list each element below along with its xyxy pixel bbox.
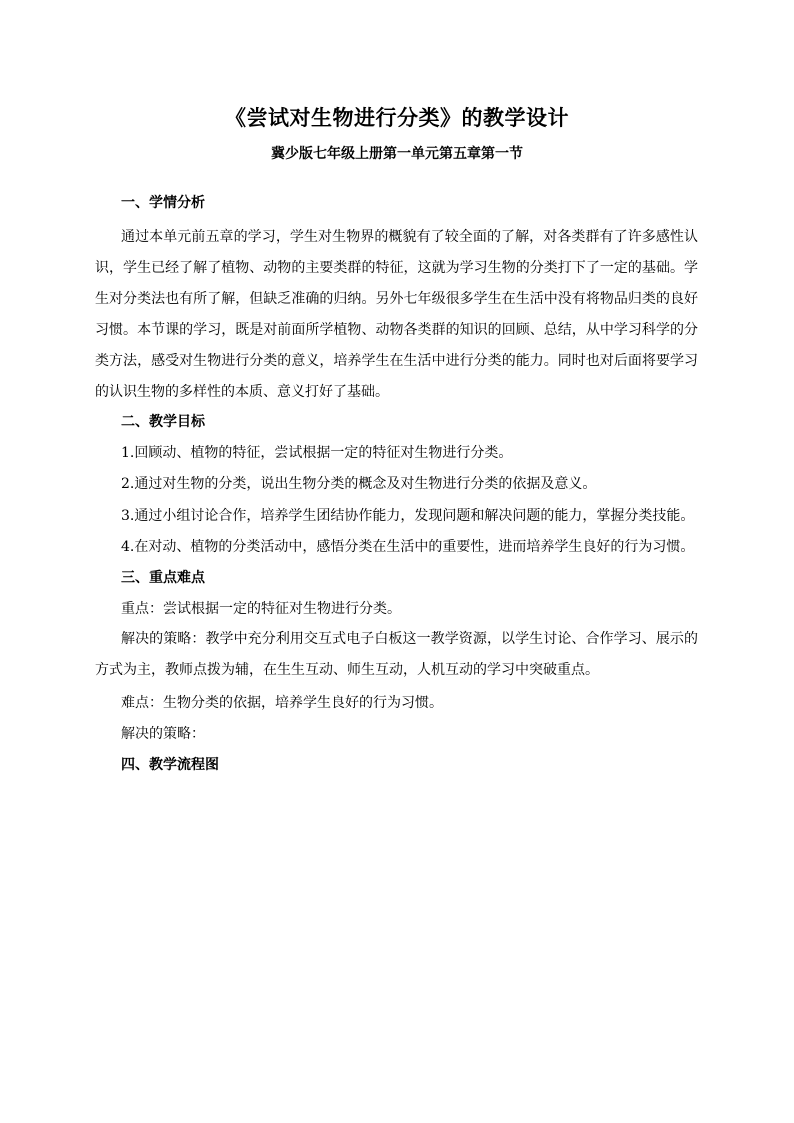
objective-item-3: 3.通过小组讨论合作，培养学生团结协作能力，发现问题和解决问题的能力，掌握分类技能。: [121, 508, 695, 524]
analysis-paragraph-block: [95, 222, 698, 408]
strategy-paragraph-1: 解决的策略：教学中充分利用交互式电子白板这一教学资源，以学生讨论、合作学习、展示的方式为主，教师点拨为辅，在生生互动、师生互动，人机互动的学习中突破重点。: [95, 631, 698, 678]
section-heading-key-points: 三、重点难点: [121, 570, 205, 586]
document-title: 《尝试对生物进行分类》的教学设计: [225, 105, 569, 130]
analysis-paragraph: 通过本单元前五章的学习，学生对生物界的概貌有了较全面的了解，对各类群有了许多感性认识，学生已经了解了植物、动物的主要类群的特征，这就为学习生物的分类打下了一定的基础。学生对分类法也有所了解，但缺乏准确的归纳。另外七年级很多学生在生活中没有将物品归类的良好习惯。本节课的学习，既是对前面所学植物、动物各类群的知识的回顾、总结，从中学习科学的分类方法，感受对生物进行分类的意义，培养学生在生活中进行分类的能力。同时也对后面将要学习的认识生物的多样性的本质、意义打好了基础。: [95, 229, 698, 400]
document-subtitle: 冀少版七年级上册第一单元第五章第一节: [271, 146, 523, 162]
section-heading-analysis: 一、学情分析: [121, 195, 205, 211]
strategy-paragraph-2: 解决的策略：: [121, 726, 205, 742]
key-point-text: 重点：尝试根据一定的特征对生物进行分类。: [121, 601, 401, 617]
strategy-paragraph-block: [95, 624, 698, 686]
section-heading-flowchart: 四、教学流程图: [121, 757, 219, 773]
section-heading-objectives: 二、教学目标: [121, 414, 205, 430]
objective-item-1: 1.回顾动、植物的特征，尝试根据一定的特征对生物进行分类。: [121, 445, 513, 461]
objective-item-4: 4.在对动、植物的分类活动中，感悟分类在生活中的重要性，进而培养学生良好的行为习惯。: [121, 539, 695, 555]
difficulty-text: 难点：生物分类的依据，培养学生良好的行为习惯。: [121, 695, 443, 711]
objective-item-2: 2.通过对生物的分类，说出生物分类的概念及对生物进行分类的依据及意义。: [121, 476, 597, 492]
